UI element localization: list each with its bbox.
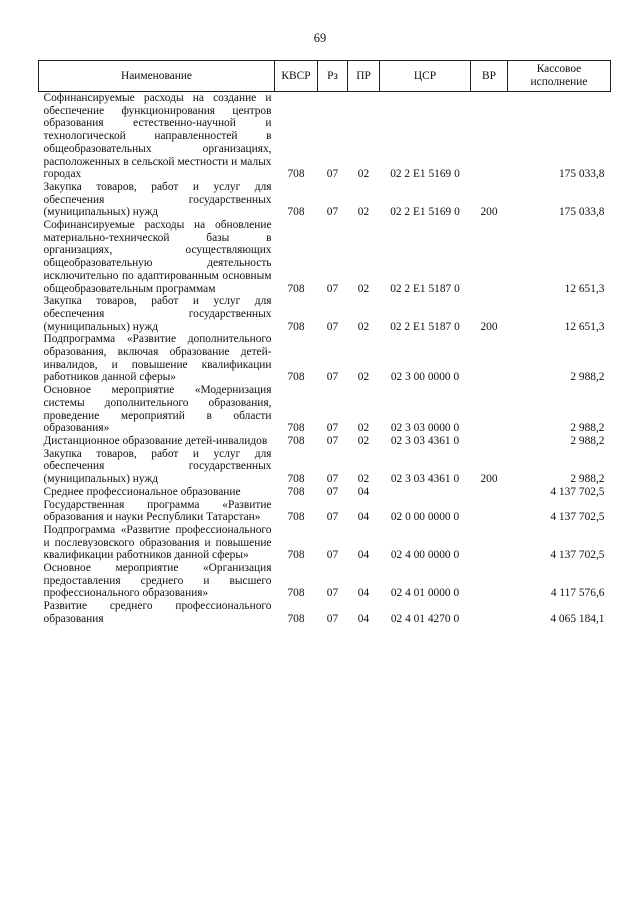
- row-pr: 02: [357, 371, 370, 384]
- row-amount: 4 117 576,6: [550, 587, 605, 600]
- row-name: Софинансируемые расходы на создание и обеспечение функционирования центров образования естественно-научной и технологической направленностей в общеобразовательных организациях, расположенных в сельской местности и малых городах: [43, 92, 272, 181]
- row-csr: 02 3 03 0000 0: [390, 422, 460, 435]
- row-pr: 04: [357, 549, 370, 562]
- table-row: [39, 92, 611, 181]
- row-csr: 02 2 E1 5169 0: [390, 168, 460, 181]
- row-rz: 07: [326, 473, 339, 486]
- row-kvsr: 708: [287, 485, 305, 498]
- row-csr: 02 2 E1 5169 0: [390, 206, 460, 219]
- row-pr: 02: [357, 206, 370, 219]
- row-kvsr: 708: [287, 371, 305, 384]
- table-row: [39, 295, 611, 333]
- row-rz: 07: [326, 549, 339, 562]
- row-rz: 07: [326, 434, 339, 447]
- row-name: Софинансируемые расходы на обновление материально-технической базы в организациях, осуществляющих общеобразовательную деятельность исключительно по адаптированным основным общеобразовательным программам: [43, 219, 272, 295]
- row-amount: 2 988,2: [570, 371, 605, 384]
- table-row: [39, 181, 611, 219]
- row-name: Государственная программа «Развитие образования и науки Республики Татарстан»: [43, 498, 272, 524]
- row-pr: 02: [357, 320, 370, 333]
- row-rz: 07: [326, 511, 339, 524]
- row-amount: 2 988,2: [570, 422, 605, 435]
- row-pr: 04: [357, 587, 370, 600]
- row-vr: [471, 562, 508, 600]
- row-csr: 02 0 00 0000 0: [390, 511, 460, 524]
- row-kvsr: 708: [287, 320, 305, 333]
- table-row: [39, 448, 611, 486]
- table-row: [39, 219, 611, 295]
- table-row: [39, 600, 611, 625]
- row-name: Подпрограмма «Развитие дополнительного образования, включая образование детей-инвалидов, и повышение квалификации работников данной сферы»: [43, 333, 272, 384]
- row-amount: 175 033,8: [558, 168, 605, 181]
- row-vr: [471, 219, 508, 295]
- budget-table: [38, 60, 611, 626]
- row-amount: 12 651,3: [564, 282, 605, 295]
- table-row: [39, 499, 611, 524]
- row-csr: 02 3 03 4361 0: [390, 434, 460, 447]
- row-vr: [471, 435, 508, 448]
- table-row: [39, 486, 611, 499]
- row-vr: 200: [480, 473, 498, 486]
- row-vr: [471, 333, 508, 384]
- row-rz: 07: [326, 485, 339, 498]
- row-pr: 04: [357, 485, 370, 498]
- row-pr: 02: [357, 434, 370, 447]
- row-name: Закупка товаров, работ и услуг для обеспечения государственных (муниципальных) нужд: [43, 295, 272, 333]
- row-vr: 200: [480, 206, 498, 219]
- row-pr: 04: [357, 511, 370, 524]
- row-amount: 4 137 702,5: [550, 549, 605, 562]
- row-vr: [471, 499, 508, 524]
- row-csr: 02 3 00 0000 0: [390, 371, 460, 384]
- row-vr: [471, 486, 508, 499]
- row-rz: 07: [326, 168, 339, 181]
- row-amount: 4 137 702,5: [550, 485, 605, 498]
- row-pr: 02: [357, 473, 370, 486]
- row-name: Основное мероприятие «Модернизация системы дополнительного образования, проведение мероприятий в области образования»: [43, 384, 272, 435]
- row-name: Основное мероприятие «Организация предоставления среднего и высшего профессионального образования»: [43, 562, 272, 600]
- row-csr: 02 2 E1 5187 0: [390, 282, 460, 295]
- row-name: Развитие среднего профессионального образования: [43, 600, 272, 625]
- header-kvsr: КВСР: [275, 61, 318, 92]
- row-name: Дистанционное образование детей-инвалидов: [43, 434, 268, 447]
- row-amount: 4 065 184,1: [550, 612, 605, 625]
- row-vr: [471, 600, 508, 625]
- header-vr: ВР: [471, 61, 508, 92]
- row-amount: 2 988,2: [570, 434, 605, 447]
- page-number: 69: [313, 31, 327, 45]
- row-vr: 200: [480, 320, 498, 333]
- table-row: [39, 524, 611, 562]
- row-csr: [380, 486, 471, 499]
- row-rz: 07: [326, 422, 339, 435]
- row-kvsr: 708: [287, 422, 305, 435]
- row-kvsr: 708: [287, 612, 305, 625]
- table-row: [39, 435, 611, 448]
- row-kvsr: 708: [287, 168, 305, 181]
- header-amount: Кассовое исполнение: [508, 61, 611, 92]
- row-rz: 07: [326, 282, 339, 295]
- header-csr: ЦСР: [380, 61, 471, 92]
- header-name: Наименование: [39, 61, 275, 92]
- row-kvsr: 708: [287, 282, 305, 295]
- row-rz: 07: [326, 612, 339, 625]
- table-row: [39, 562, 611, 600]
- row-pr: 02: [357, 282, 370, 295]
- row-csr: 02 2 E1 5187 0: [390, 320, 460, 333]
- row-amount: 4 137 702,5: [550, 511, 605, 524]
- row-csr: 02 4 00 0000 0: [390, 549, 460, 562]
- row-csr: 02 4 01 4270 0: [390, 612, 460, 625]
- row-kvsr: 708: [287, 206, 305, 219]
- row-pr: 04: [357, 612, 370, 625]
- row-kvsr: 708: [287, 587, 305, 600]
- row-amount: 2 988,2: [570, 473, 605, 486]
- table-header-row: [39, 61, 611, 92]
- row-rz: 07: [326, 587, 339, 600]
- row-name: Закупка товаров, работ и услуг для обеспечения государственных (муниципальных) нужд: [43, 447, 272, 486]
- row-rz: 07: [326, 371, 339, 384]
- row-name: Закупка товаров, работ и услуг для обеспечения государственных (муниципальных) нужд: [43, 180, 272, 219]
- row-csr: 02 3 03 4361 0: [390, 473, 460, 486]
- table-row: [39, 384, 611, 435]
- row-vr: [471, 92, 508, 181]
- row-csr: 02 4 01 0000 0: [390, 587, 460, 600]
- row-pr: 02: [357, 422, 370, 435]
- row-vr: [471, 524, 508, 562]
- header-rz: Рз: [318, 61, 348, 92]
- row-amount: 175 033,8: [558, 206, 605, 219]
- row-kvsr: 708: [287, 511, 305, 524]
- row-kvsr: 708: [287, 473, 305, 486]
- header-pr: ПР: [348, 61, 380, 92]
- row-vr: [471, 384, 508, 435]
- row-kvsr: 708: [287, 434, 305, 447]
- row-name: Подпрограмма «Развитие профессионального и послевузовского образования и повышение квалификации работников данной сферы»: [43, 523, 272, 562]
- row-rz: 07: [326, 206, 339, 219]
- row-pr: 02: [357, 168, 370, 181]
- table-row: [39, 333, 611, 384]
- row-name: Среднее профессиональное образование: [43, 485, 241, 498]
- row-amount: 12 651,3: [564, 320, 605, 333]
- row-kvsr: 708: [287, 549, 305, 562]
- row-rz: 07: [326, 320, 339, 333]
